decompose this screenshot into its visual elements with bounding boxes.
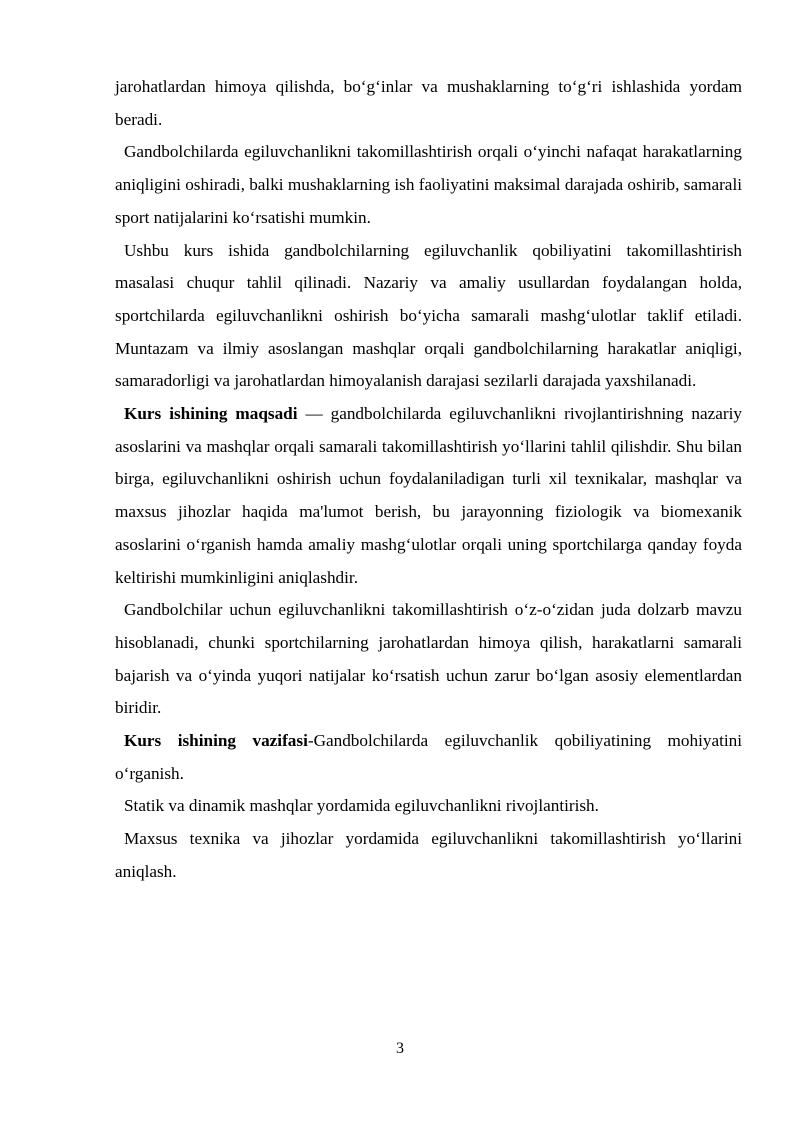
paragraph: [115, 594, 742, 725]
body-text: [115, 71, 742, 889]
paragraph-text: jarohatlardan himoya qilishda, bo‘g‘inlar va mushaklarning to‘g‘ri ishlashida yordam beradi.: [115, 77, 742, 129]
paragraph-text: Gandbolchilar uchun egiluvchanlikni takomillashtirish o‘z-o‘zidan juda dolzarb mavzu hisoblanadi, chunki sportchilarning jarohatlardan himoya qilish, harakatlarni samarali bajarish va o‘yinda yuqori natijalar ko‘rsatish uchun zarur bo‘lgan asosiy elementlardan biridir.: [115, 600, 742, 718]
paragraph-tasks: [115, 725, 742, 790]
tasks-heading: Kurs ishining vazifasi: [124, 731, 308, 751]
goal-heading: Kurs ishining maqsadi: [124, 404, 298, 424]
page-number: 3: [396, 1040, 404, 1057]
paragraph: [115, 823, 742, 888]
paragraph-text: Gandbolchilarda egiluvchanlikni takomillashtirish orqali o‘yinchi nafaqat harakatlarning aniqligini oshiradi, balki mushaklarning ish faoliyatini maksimal darajada oshirib, samarali sport natijalarini ko‘rsatishi mumkin.: [115, 142, 742, 227]
paragraph-text: — gandbolchilarda egiluvchanlikni rivojlantirishning nazariy asoslarini va mashqlar orqali samarali takomillashtirish yo‘llarini tahlil qilishdir. Shu bilan birga, egiluvchanlikni oshirish uchun foydalaniladigan turli xil texnikalar, mashqlar va maxsus jihozlar haqida ma'lumot berish, bu jarayonning fiziologik va biomexanik asoslarini o‘rganish hamda amaliy mashg‘ulotlar orqali uning sportchilarga qanday foyda keltirishi mumkinligini aniqlashdir.: [115, 404, 742, 587]
paragraph: [115, 235, 742, 399]
paragraph-text: -Gandbolchilarda egiluvchanlik qobiliyatining mohiyatini o‘rganish.: [115, 731, 742, 783]
paragraph-text: Statik va dinamik mashqlar yordamida egiluvchanlikni rivojlantirish.: [124, 796, 599, 816]
paragraph-text: Maxsus texnika va jihozlar yordamida egiluvchanlikni takomillashtirish yo‘llarini aniqlash.: [115, 829, 742, 881]
paragraph-goal: [115, 398, 742, 594]
paragraph-continuation: [115, 71, 742, 136]
paragraph: [115, 136, 742, 234]
paragraph-text: Ushbu kurs ishida gandbolchilarning egiluvchanlik qobiliyatini takomillashtirish masalasi chuqur tahlil qilinadi. Nazariy va amaliy usullardan foydalangan holda, sportchilarda egiluvchanlikni oshirish bo‘yicha samarali mashg‘ulotlar taklif etiladi. Muntazam va ilmiy asoslangan mashqlar orqali gandbolchilarning harakatlar aniqligi, samaradorligi va jarohatlardan himoyalanish darajasi sezilarli darajada yaxshilanadi.: [115, 240, 742, 391]
paragraph: [115, 790, 742, 823]
